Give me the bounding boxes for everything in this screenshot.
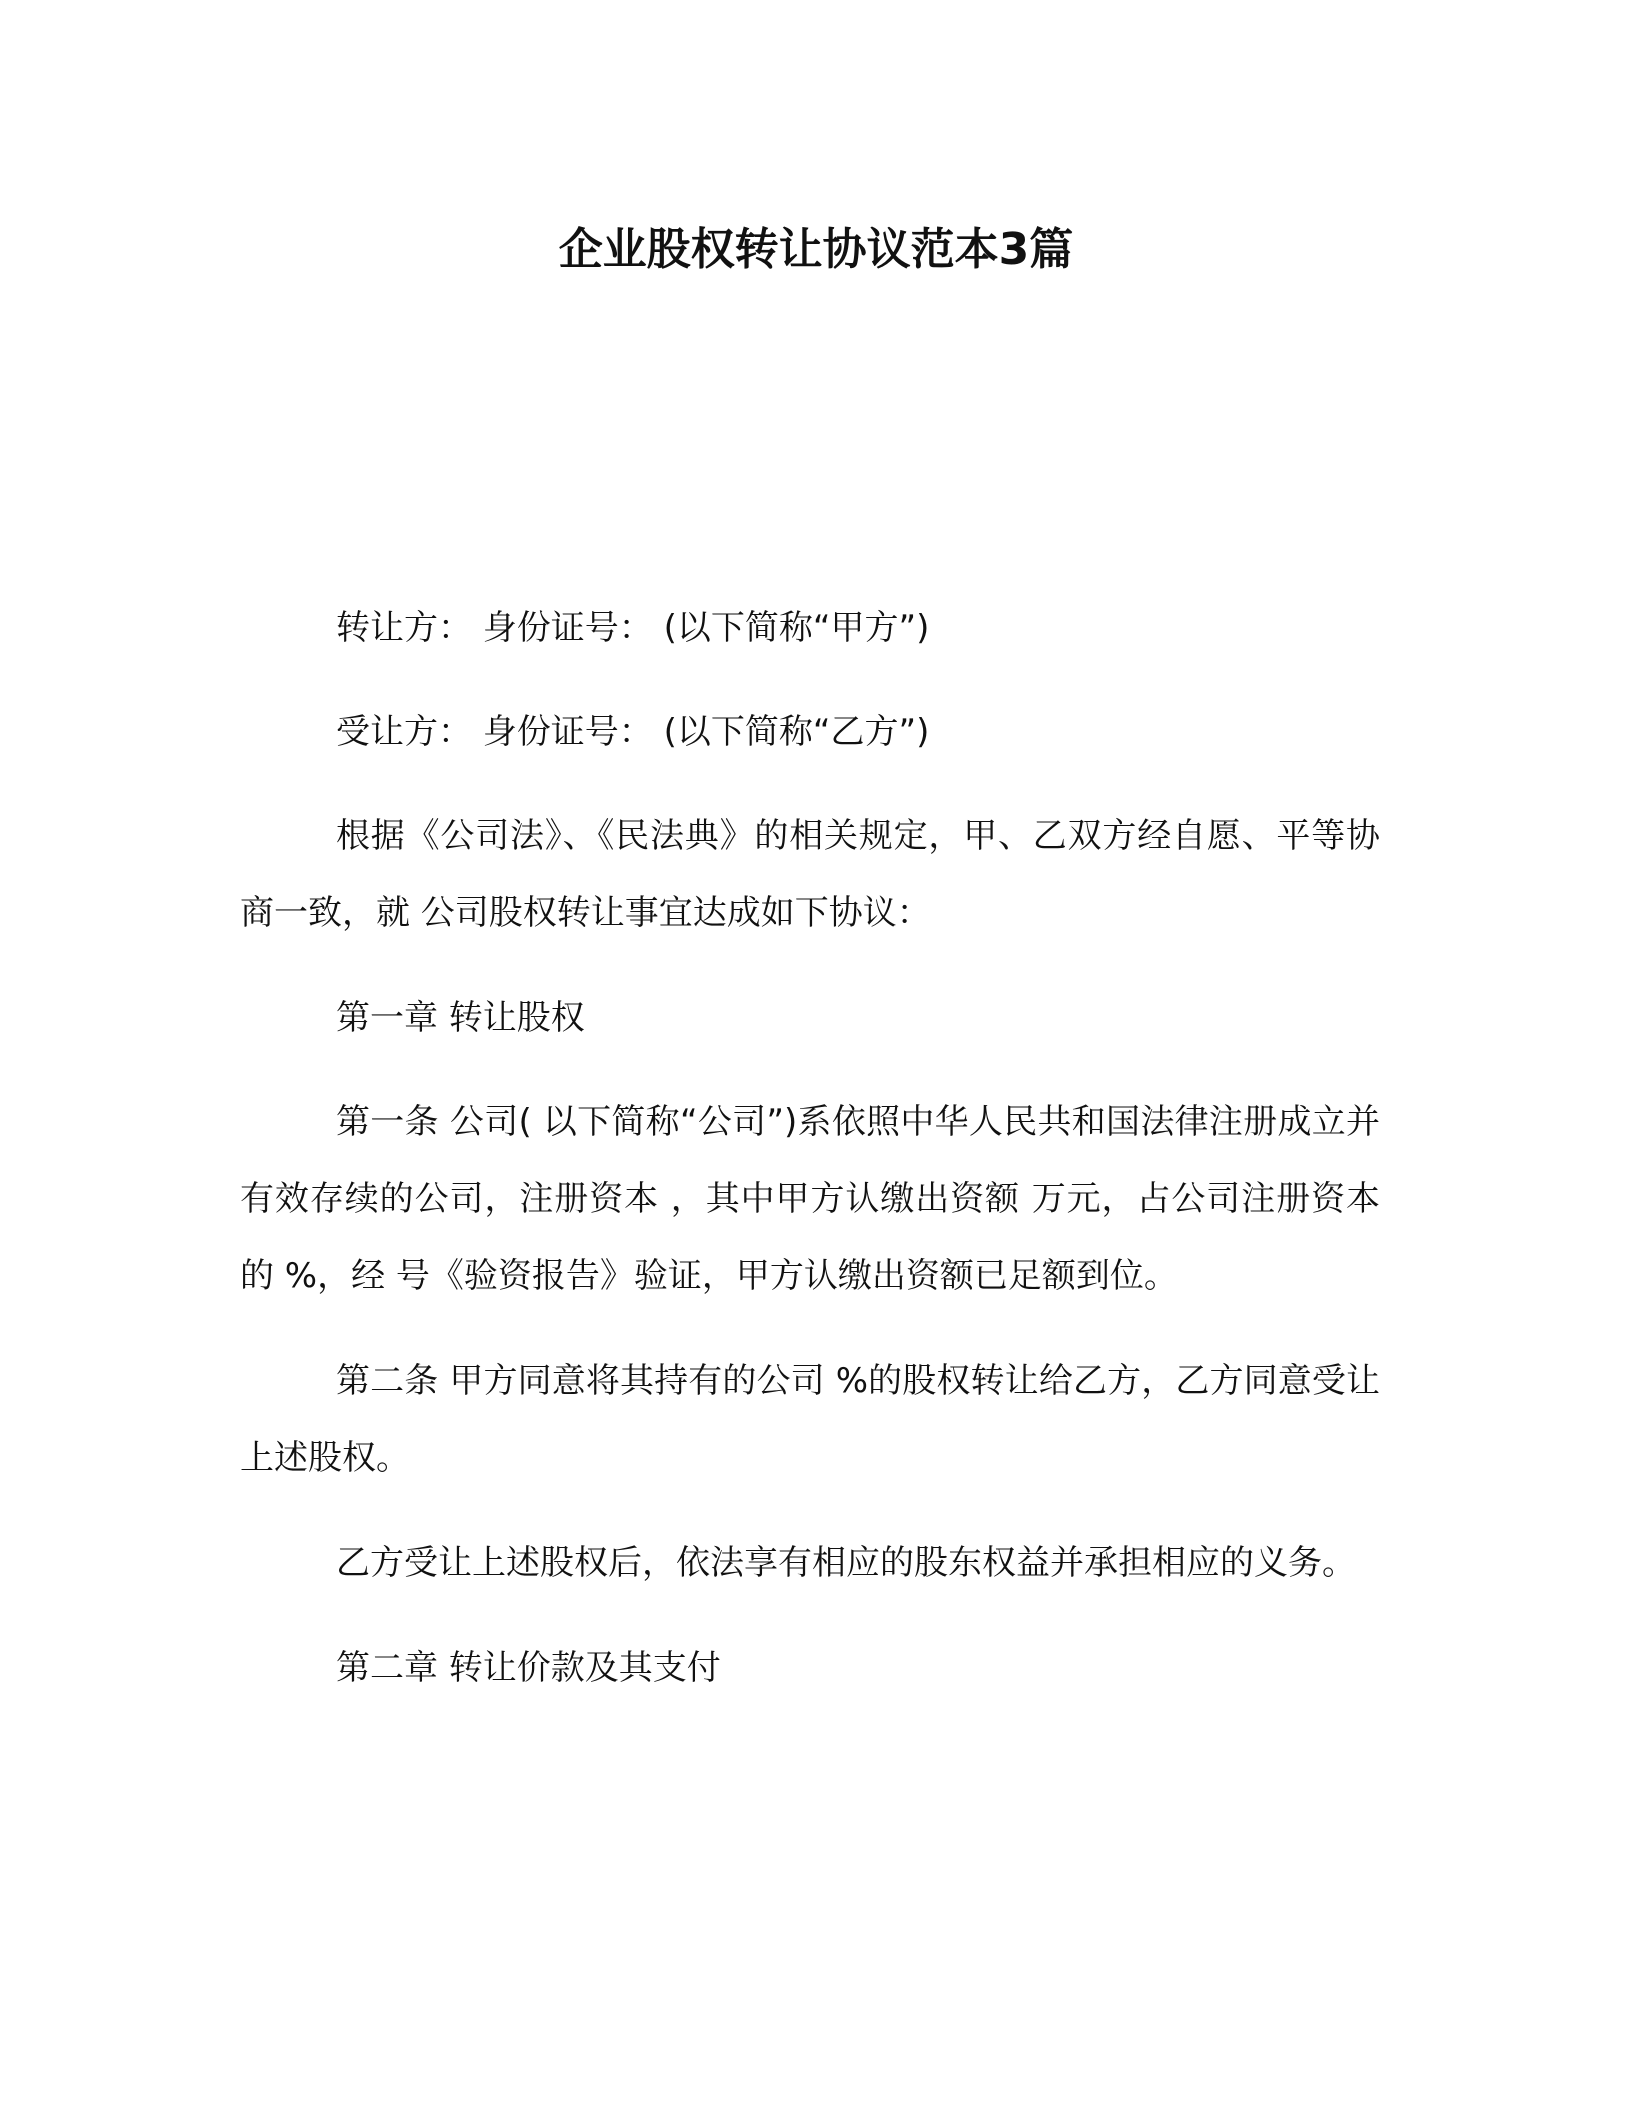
article-one-paragraph: 第一条 公司( 以下简称“公司”)系依照中华人民共和国法律注册成立并有效存续的公司，注册资本 ，其中甲方认缴出资额 万元，占公司注册资本的 %，经 号《验资报告》验证，甲方认缴出资额已足额到位。 (240, 1102, 1380, 1296)
article-two-paragraph: 第二条 甲方同意将其持有的公司 %的股权转让给乙方，乙方同意受让上述股权。 (240, 1361, 1380, 1478)
document-body (240, 590, 1380, 1734)
preamble-paragraph: 根据《公司法》、《民法典》的相关规定，甲、乙双方经自愿、平等协商一致，就 公司股权转让事宜达成如下协议： (240, 816, 1380, 933)
document-title: 企业股权转让协议范本3篇 (558, 224, 1074, 275)
chapter-one-heading: 第一章 转让股权 (336, 998, 585, 1038)
rights-obligations-paragraph: 乙方受让上述股权后，依法享有相应的股东权益并承担相应的义务。 (336, 1543, 1356, 1583)
chapter-two-heading: 第二章 转让价款及其支付 (336, 1648, 721, 1688)
transferor-line: 转让方： 身份证号： (以下简称“甲方”) (336, 608, 930, 648)
transferee-line: 受让方： 身份证号： (以下简称“乙方”) (336, 712, 930, 752)
